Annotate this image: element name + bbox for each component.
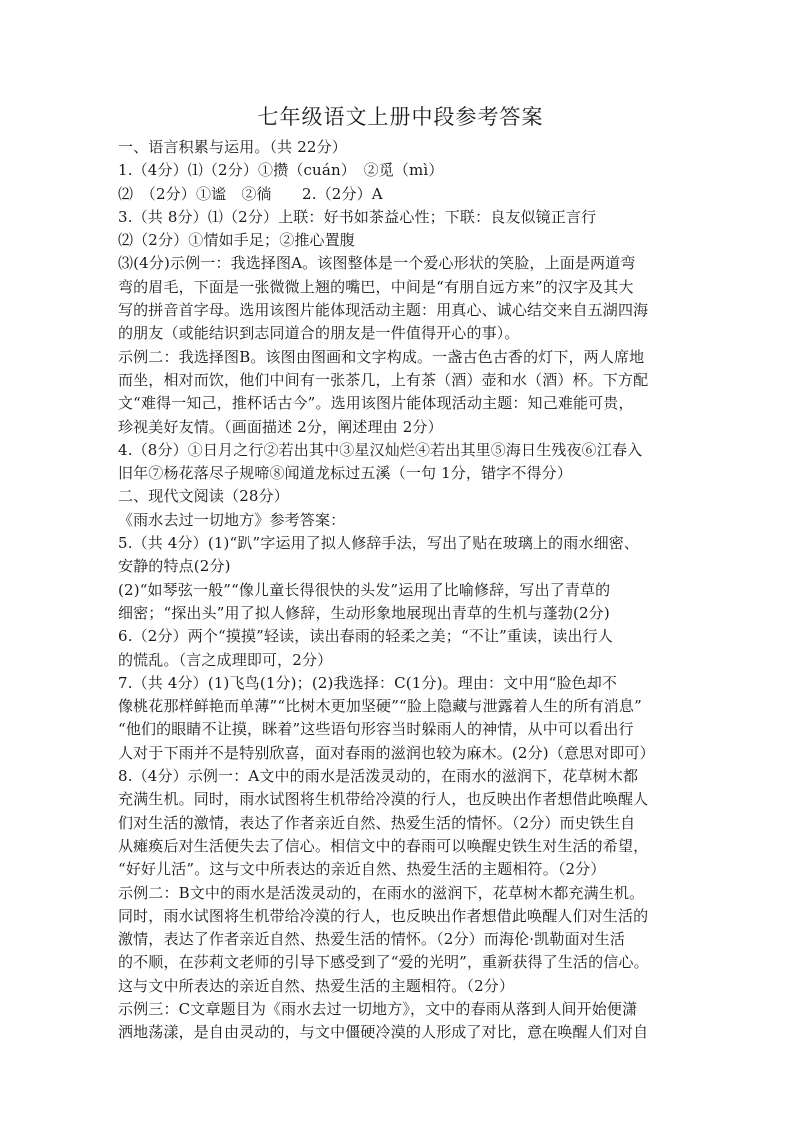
text-line: ⑶(4分)示例一：我选择图A。该图整体是一个爱心形状的笑脸，上面是两道弯 xyxy=(118,254,636,273)
text-line: 这与文中所表达的亲近自然、热爱生活的主题相符。（2分） xyxy=(118,976,515,995)
text-line: 珍视美好友情。（画面描述 2分，阐述理由 2分） xyxy=(118,417,443,436)
text-line: 激情，表达了作者亲近自然、热爱生活的情怀。（2分）而海伦·凯勒面对生活 xyxy=(118,930,626,949)
text-line: 洒地荡漾，是自由灵动的，与文中僵硬冷漠的人形成了对比，意在唤醒人们对自 xyxy=(118,1023,649,1042)
text-line: 的不顺，在莎莉文老师的引导下感受到了“爱的光明”，重新获得了生活的信心。 xyxy=(118,953,649,972)
text-line: “好好儿活”。这与文中所表达的亲近自然、热爱生活的主题相符。（2分） xyxy=(118,860,606,879)
text-line: 一、语言积累与运用。（共 22分） xyxy=(118,138,347,156)
text-line: 文“难得一知己，推杯话古今”。选用该图片能体现活动主题：知己难能可贵， xyxy=(118,394,634,413)
text-line: 的慌乱。（言之成理即可，2分） xyxy=(118,650,333,669)
text-line: 弯的眉毛，下面是一张微微上翘的嘴巴，中间是“有朋自远方来”的汉字及其大 xyxy=(118,277,634,296)
text-line: 旧年⑦杨花落尽子规啼⑧闻道龙标过五溪（一句 1分，错字不得分） xyxy=(118,464,572,483)
text-line: 写的拼音首字母。选用该图片能体现活动主题：用真心、诚心结交来自五湖四海 xyxy=(118,301,649,320)
text-line: 5.（共 4分）(1)“趴”字运用了拟人修辞手法，写出了贴在玻璃上的雨水细密、 xyxy=(118,534,640,553)
text-line: 细密；“探出头”用了拟人修辞，生动形象地展现出青草的生机与蓬勃(2分) xyxy=(118,603,610,622)
text-line: 7.（共 4分）(1)飞鸟(1分)；(2)我选择：C(1分)。理由：文中用“脸色却不 xyxy=(118,673,618,692)
answer-body xyxy=(118,136,683,1045)
text-line: 二、现代文阅读（28分） xyxy=(118,487,289,506)
text-line: ⑵ （2分）①谧 ②徜 2.（2分）A xyxy=(118,184,383,203)
text-line: 8.（4分）示例一：A文中的雨水是活泼灵动的，在雨水的滋润下，花草树木都 xyxy=(118,767,639,786)
text-line: ⑵（2分）①情如手足；②推心置腹 xyxy=(118,231,355,250)
text-line: 《雨水去过一切地方》参考答案： xyxy=(118,510,346,529)
text-line: 示例二：B文中的雨水是活泼灵动的，在雨水的滋润下，花草树木都充满生机。 xyxy=(118,883,645,902)
text-line: 6.（2分）两个“摸摸”轻读，读出春雨的轻柔之美；“不让”重读，读出行人 xyxy=(118,627,613,646)
document-title: 七年级语文上册中段参考答案 xyxy=(257,105,544,129)
text-line: 同时，雨水试图将生机带给冷漠的行人，也反映出作者想借此唤醒人们对生活的 xyxy=(118,906,649,925)
text-line: (2)“如琴弦一般”“像儿童长得很快的头发”运用了比喻修辞，写出了青草的 xyxy=(118,580,611,599)
text-line: 安静的特点(2分) xyxy=(118,557,231,576)
text-line: 1.（4分）⑴（2分）①攒（cuán） ②觅（mì） xyxy=(118,161,444,180)
text-line: 而坐，相对而饮，他们中间有一张茶几，上有茶（酒）壶和水（酒）杯。下方配 xyxy=(118,370,649,389)
text-line: 像桃花那样鲜艳而单薄”“比树木更加坚硬”“脸上隐藏与泄露着人生的所有消息” xyxy=(118,697,642,716)
text-line: 示例二：我选择图B。该图由图画和文字构成。一盏古色古香的灯下，两人席地 xyxy=(118,347,645,366)
text-line: 从瘫痪后对生活便失去了信心。相信文中的春雨可以唤醒史铁生对生活的希望， xyxy=(118,836,649,855)
text-line: “他们的眼睛不让摸，眯着”这些语句形容当时躲雨人的神情，从中可以看出行 xyxy=(118,720,634,739)
text-line: 3.（共 8分）⑴（2分）上联：好书如茶益心性；下联：良友似镜正言行 xyxy=(118,207,597,226)
text-line: 的朋友（或能结识到志同道合的朋友是一件值得开心的事）。 xyxy=(118,324,520,343)
text-line: 们对生活的激情，表达了作者亲近自然、热爱生活的情怀。（2分）而史铁生自 xyxy=(118,813,636,832)
text-line: 人对于下雨并不是特别欣喜，面对春雨的滋润也较为麻木。(2分)（意思对即可） xyxy=(118,743,655,762)
text-line: 4.（8分）①日月之行②若出其中③星汉灿烂④若出其里⑤海日生残夜⑥江春入 xyxy=(118,440,643,459)
text-line: 充满生机。同时，雨水试图将生机带给冷漠的行人，也反映出作者想借此唤醒人 xyxy=(118,790,649,809)
text-line: 示例三：C文章题目为《雨水去过一切地方》，文中的春雨从落到人间开始便潇 xyxy=(118,999,638,1018)
